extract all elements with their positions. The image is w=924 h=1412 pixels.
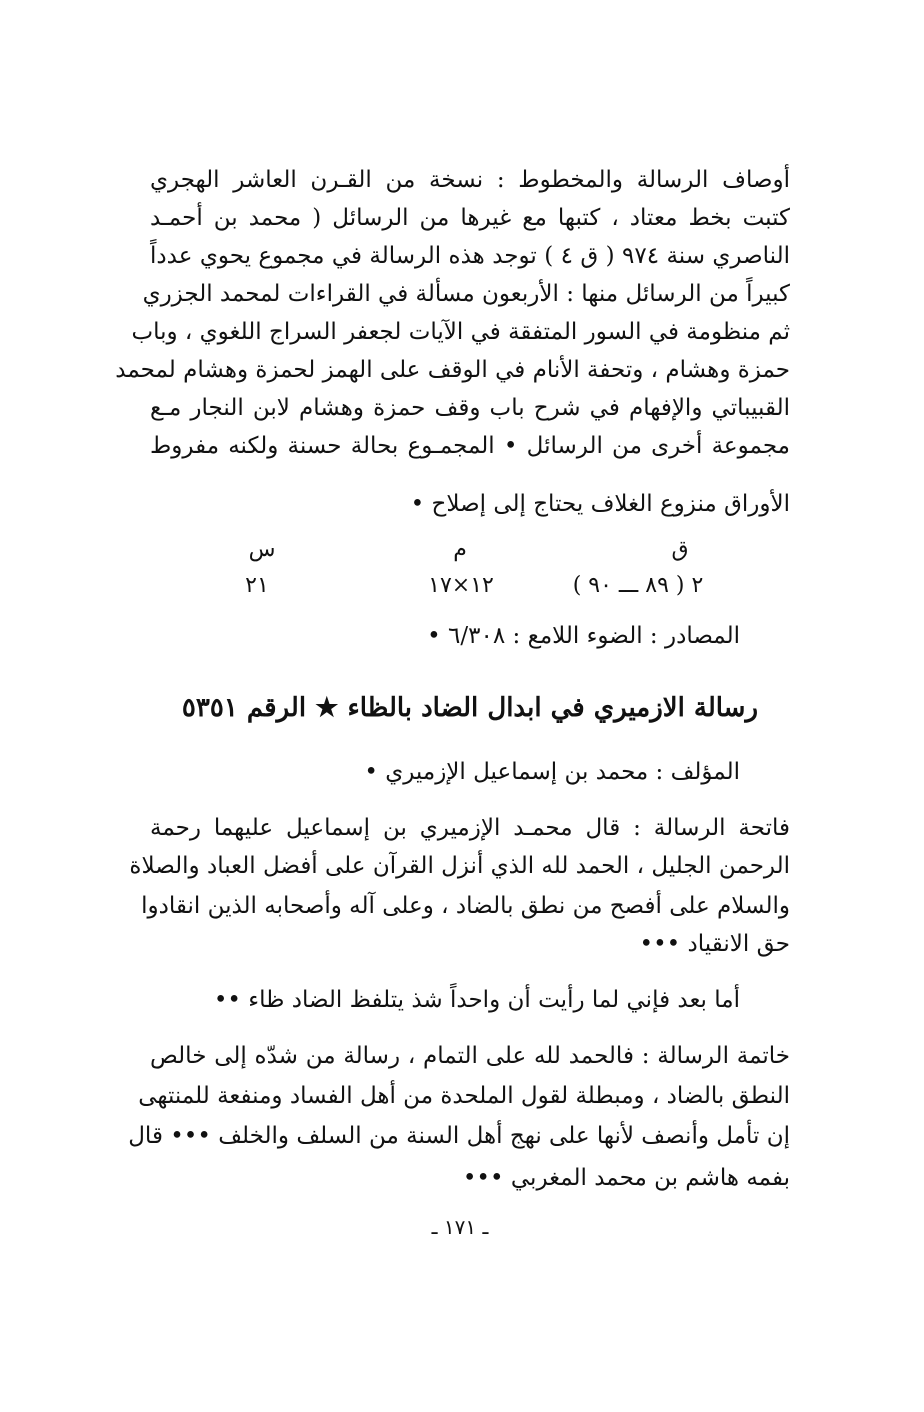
paragraph-line: حمزة وهشام ، وتحفة الأنام في الوقف على الهمز لحمزة وهشام لمحمد (115, 357, 790, 383)
sources-line: المصادر : الضوء اللامع : ٦/٣٠٨ • (427, 623, 740, 649)
paragraph-line: مجموعة أخرى من الرسائل • المجمـوع بحالة حسنة ولكنه مفروط (150, 433, 790, 459)
author-line: المؤلف : محمد بن إسماعيل الإزميري • (364, 759, 740, 785)
paragraph-line: أوصاف الرسالة والمخطوط : نسخة من القـرن العاشر الهجري (150, 167, 790, 193)
entry-heading: رسالة الازميري في ابدال الضاد بالظاء ★ الرقم ٥٣٥١ (181, 693, 758, 723)
amma-line: أما بعد فإني لما رأيت أن واحداً شذ يتلفظ الضاد ظاء •• (213, 987, 740, 1013)
stat-label-s: س (248, 537, 276, 562)
paragraph-line: الأوراق منزوع الغلاف يحتاج إلى إصلاح • (410, 491, 790, 517)
stats-labels-row (0, 534, 924, 566)
paragraph-line: القبيباتي والإفهام في شرح باب وقف حمزة وهشام لابن النجار مـع (150, 395, 790, 421)
page-number: ـ ١٧١ ـ (431, 1215, 489, 1239)
paragraph-line: الرحمن الجليل ، الحمد لله الذي أنزل القرآن على أفضل العباد والصلاة (129, 853, 790, 879)
paragraph-line: النطق بالضاد ، ومبطلة لقول الملحدة من أهل الفساد ومنفعة للمنتهى (138, 1083, 790, 1109)
paragraph-line: إن تأمل وأنصف لأنها على نهج أهل السنة من السلف والخلف ••• قال (128, 1123, 790, 1149)
stat-value-q: ٢ ( ٨٩ ـــ ٩٠ ) (572, 573, 704, 598)
paragraph-line: خاتمة الرسالة : فالحمد لله على التمام ، رسالة من شدّه إلى خالص (150, 1043, 790, 1069)
paragraph-line: والسلام على أفصح من نطق بالضاد ، وعلى آله وأصحابه الذين انقادوا (141, 893, 790, 919)
paragraph-line: بفمه هاشم بن محمد المغربي ••• (462, 1165, 790, 1191)
paragraph-line: الناصري سنة ٩٧٤ ( ق ٤ ) توجد هذه الرسالة في مجموع يحوي عدداً (150, 243, 790, 269)
stat-value-m: ١٢×١٧ (428, 573, 494, 598)
paragraph-line: ثم منظومة في السور المتفقة في الآيات لجعفر السراج اللغوي ، وباب (131, 319, 790, 345)
stat-label-m: م (453, 537, 467, 562)
paragraph-line: فاتحة الرسالة : قال محمـد الإزميري بن إسماعيل عليهما رحمة (150, 815, 790, 841)
stat-label-q: ق (671, 537, 689, 562)
stats-values-row (0, 570, 924, 602)
paragraph-line: كتبت بخط معتاد ، كتبها مع غيرها من الرسائل ( محمد بن أحمـد (150, 205, 790, 231)
paragraph-line: كبيراً من الرسائل منها : الأربعون مسألة في القراءات لمحمد الجزري (142, 281, 790, 307)
stat-value-s: ٢١ (245, 573, 269, 598)
paragraph-line: حق الانقياد ••• (639, 931, 790, 957)
